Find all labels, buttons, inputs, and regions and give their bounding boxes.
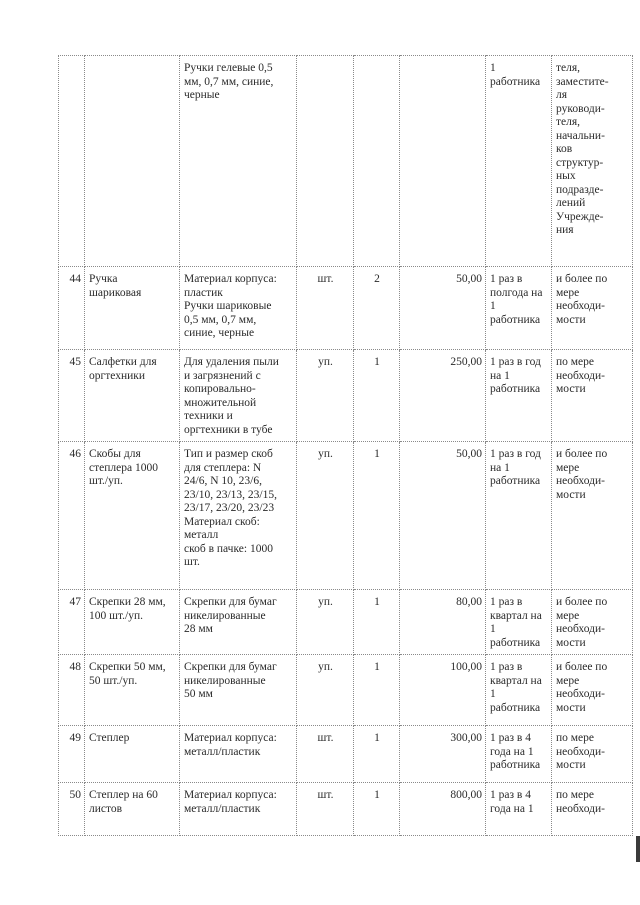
frequency-cell (486, 267, 552, 350)
cell-line: работника (490, 475, 541, 487)
cell-line: скоб в пачке: 1000 (184, 542, 273, 555)
cell-line: структур- (556, 156, 604, 169)
cell-line: 23/10, 23/13, 23/15, (184, 488, 277, 501)
cell-text: уп. (318, 661, 333, 673)
cell-line: 23/17, 23/20, 23/23 (184, 502, 275, 514)
cell-line: необходи- (556, 745, 605, 758)
cell-line: мм, 0,7 мм, синие, (184, 75, 274, 88)
item-name-cell (85, 590, 180, 655)
price-cell (400, 726, 486, 783)
cell-line: листов (89, 802, 123, 815)
price-cell (400, 56, 486, 267)
cell-text: 1 (374, 596, 380, 608)
cell-line: оргтехники (89, 369, 145, 382)
cell-line: мости (556, 701, 586, 714)
cell-line: на 1 (490, 461, 510, 474)
cell-line: Скрепки 28 мм, (89, 596, 166, 608)
cell-line: 28 мм (184, 623, 213, 635)
cell-line: и более по (556, 596, 608, 608)
item-name-cell (85, 267, 180, 350)
item-name-cell (85, 783, 180, 836)
unit-cell (297, 350, 354, 442)
cell-line: шариковая (89, 286, 142, 299)
quantity-cell (354, 56, 400, 267)
table-row (59, 267, 633, 350)
cell-line: ков (556, 143, 573, 155)
cell-line: металл/пластик (184, 745, 261, 758)
row-number-cell (59, 267, 85, 350)
item-description-cell (180, 350, 297, 442)
cell-text: шт. (317, 789, 334, 801)
cell-text: 100,00 (450, 661, 482, 673)
cell-line: 1 раз в год (490, 356, 541, 368)
frequency-cell (486, 350, 552, 442)
price-cell (400, 590, 486, 655)
cell-line: мости (556, 313, 586, 326)
cell-line: по мере (556, 789, 595, 801)
table-body (59, 56, 633, 836)
cell-text: 2 (374, 273, 380, 285)
cell-line: необходи- (556, 802, 605, 815)
cell-line: мере (556, 674, 580, 687)
cell-text: 46 (69, 448, 81, 460)
cell-line: Ручка (89, 273, 118, 285)
cell-text: 250,00 (450, 356, 482, 368)
cell-text: 45 (69, 356, 81, 368)
cell-text: 50,00 (456, 273, 482, 285)
cell-text: 44 (69, 273, 81, 285)
cell-line: ния (556, 224, 574, 236)
page-edge-mark (636, 836, 640, 862)
cell-line: 1 (490, 62, 496, 74)
price-cell (400, 655, 486, 726)
cell-line: техники и (184, 410, 233, 422)
cell-line: никелированные (184, 674, 266, 687)
table-row (59, 783, 633, 836)
cell-line: заместите- (556, 75, 609, 88)
cell-line: 24/6, N 10, 23/6, (184, 475, 262, 487)
cell-text: уп. (318, 448, 333, 460)
cell-line: мости (556, 759, 586, 771)
cell-line: года на 1 (490, 802, 534, 815)
note-cell (552, 726, 633, 783)
item-description-cell (180, 783, 297, 836)
table-row (59, 442, 633, 590)
cell-line: шт. (184, 556, 200, 568)
row-number-cell (59, 655, 85, 726)
cell-line: работника (490, 759, 541, 771)
cell-text: 48 (69, 661, 81, 673)
cell-line: 1 раз в (490, 273, 523, 285)
unit-cell (297, 590, 354, 655)
cell-line: Ручки гелевые 0,5 (184, 62, 273, 74)
cell-line: Скобы для (89, 448, 141, 460)
item-description-cell (180, 590, 297, 655)
cell-line: Материал корпуса: (184, 273, 277, 285)
cell-line: Скрепки для бумаг (184, 661, 277, 673)
cell-line: необходи- (556, 369, 605, 382)
cell-line: 1 раз в (490, 596, 523, 608)
cell-line: работника (490, 383, 541, 395)
cell-line: ных (556, 170, 576, 182)
cell-line: необходи- (556, 475, 605, 487)
cell-line: Салфетки для (89, 356, 157, 368)
cell-line: 1 (490, 688, 496, 700)
cell-text: уп. (318, 356, 333, 368)
cell-line: копировально- (184, 383, 256, 395)
quantity-cell (354, 726, 400, 783)
cell-line: руководи- (556, 102, 605, 115)
cell-text: 800,00 (450, 789, 482, 801)
cell-line: подразде- (556, 183, 604, 196)
frequency-cell (486, 655, 552, 726)
cell-line: мости (556, 488, 586, 501)
note-cell (552, 655, 633, 726)
cell-line: необходи- (556, 688, 605, 700)
cell-line: 1 раз в год (490, 448, 541, 460)
cell-line: Для удаления пыли (184, 356, 279, 368)
cell-line: по мере (556, 732, 595, 744)
cell-text: 47 (69, 596, 81, 608)
cell-line: черные (184, 89, 220, 101)
row-number-cell (59, 783, 85, 836)
table-row (59, 726, 633, 783)
cell-line: и более по (556, 273, 608, 285)
frequency-cell (486, 590, 552, 655)
item-description-cell (180, 442, 297, 590)
cell-line: 1 раз в 4 (490, 789, 531, 801)
note-cell (552, 267, 633, 350)
item-name-cell (85, 350, 180, 442)
cell-line: Материал скоб: (184, 515, 260, 528)
cell-line: никелированные (184, 609, 266, 622)
cell-line: работника (490, 75, 541, 88)
cell-text: 49 (69, 732, 81, 744)
cell-line: 1 (490, 300, 496, 312)
cell-line: мости (556, 383, 586, 395)
cell-line: мере (556, 461, 580, 474)
cell-line: полгода на (490, 286, 543, 299)
cell-line: работника (490, 701, 541, 714)
item-description-cell (180, 267, 297, 350)
row-number-cell (59, 350, 85, 442)
cell-line: 1 раз в 4 (490, 732, 531, 744)
cell-text: 1 (374, 789, 380, 801)
frequency-cell (486, 726, 552, 783)
cell-line: года на 1 (490, 745, 534, 758)
cell-line: и загрязнений с (184, 369, 261, 382)
cell-line: квартал на (490, 609, 542, 622)
quantity-cell (354, 350, 400, 442)
cell-text: шт. (317, 732, 334, 744)
cell-line: необходи- (556, 623, 605, 635)
cell-line: теля, (556, 116, 581, 128)
cell-line: металл/пластик (184, 802, 261, 815)
cell-line: ля (556, 89, 568, 101)
item-name-cell (85, 655, 180, 726)
unit-cell (297, 655, 354, 726)
frequency-cell (486, 783, 552, 836)
cell-line: лений (556, 197, 586, 209)
cell-line: Материал корпуса: (184, 789, 277, 801)
item-description-cell (180, 726, 297, 783)
note-cell (552, 783, 633, 836)
price-cell (400, 783, 486, 836)
cell-line: пластик (184, 286, 223, 299)
cell-line: мости (556, 636, 586, 649)
cell-line: Материал корпуса: (184, 732, 277, 744)
cell-line: и более по (556, 661, 608, 673)
quantity-cell (354, 783, 400, 836)
cell-text: 1 (374, 356, 380, 368)
cell-line: 50 мм (184, 688, 213, 700)
cell-line: металл (184, 529, 219, 541)
cell-line: работника (490, 313, 541, 326)
cell-line: начальни- (556, 129, 605, 142)
table-row (59, 56, 633, 267)
quantity-cell (354, 442, 400, 590)
cell-line: Учрежде- (556, 210, 604, 223)
cell-line: синие, черные (184, 327, 255, 339)
price-cell (400, 350, 486, 442)
cell-line: Ручки шариковые (184, 300, 272, 312)
cell-text: 50 (69, 789, 81, 801)
cell-line: степлера 1000 (89, 461, 158, 474)
cell-line: Степлер (89, 732, 130, 744)
price-cell (400, 267, 486, 350)
note-cell (552, 442, 633, 590)
cell-line: работника (490, 636, 541, 649)
row-number-cell (59, 56, 85, 267)
note-cell (552, 590, 633, 655)
unit-cell (297, 783, 354, 836)
cell-line: множительной (184, 396, 257, 409)
cell-text: 1 (374, 448, 380, 460)
note-cell (552, 56, 633, 267)
quantity-cell (354, 590, 400, 655)
unit-cell (297, 267, 354, 350)
cell-text: 1 (374, 732, 380, 744)
cell-line: 100 шт./уп. (89, 609, 143, 622)
cell-line: на 1 (490, 369, 510, 382)
cell-text: 80,00 (456, 596, 482, 608)
cell-line: теля, (556, 62, 581, 74)
cell-line: 1 раз в (490, 661, 523, 673)
item-name-cell (85, 56, 180, 267)
price-cell (400, 442, 486, 590)
row-number-cell (59, 590, 85, 655)
cell-line: для степлера: N (184, 461, 262, 474)
table-row (59, 590, 633, 655)
row-number-cell (59, 442, 85, 590)
supplies-table (58, 55, 633, 836)
unit-cell (297, 442, 354, 590)
cell-line: мере (556, 286, 580, 299)
cell-line: Степлер на 60 (89, 789, 158, 801)
table-row (59, 655, 633, 726)
cell-line: оргтехники в тубе (184, 423, 273, 436)
cell-line: 0,5 мм, 0,7 мм, (184, 313, 257, 326)
item-description-cell (180, 655, 297, 726)
cell-text: уп. (318, 596, 333, 608)
item-name-cell (85, 726, 180, 783)
cell-line: и более по (556, 448, 608, 460)
cell-line: квартал на (490, 674, 542, 687)
unit-cell (297, 56, 354, 267)
item-description-cell (180, 56, 297, 267)
cell-line: 50 шт./уп. (89, 674, 138, 687)
frequency-cell (486, 56, 552, 267)
cell-line: Скрепки для бумаг (184, 596, 277, 608)
cell-text: 1 (374, 661, 380, 673)
quantity-cell (354, 655, 400, 726)
frequency-cell (486, 442, 552, 590)
cell-line: 1 (490, 623, 496, 635)
cell-line: необходи- (556, 300, 605, 312)
cell-line: Тип и размер скоб (184, 448, 273, 460)
cell-text: 50,00 (456, 448, 482, 460)
cell-text: шт. (317, 273, 334, 285)
unit-cell (297, 726, 354, 783)
cell-line: по мере (556, 356, 595, 368)
cell-line: мере (556, 609, 580, 622)
item-name-cell (85, 442, 180, 590)
cell-line: шт./уп. (89, 475, 123, 487)
cell-text: 300,00 (450, 732, 482, 744)
table-row (59, 350, 633, 442)
row-number-cell (59, 726, 85, 783)
note-cell (552, 350, 633, 442)
cell-line: Скрепки 50 мм, (89, 661, 166, 673)
quantity-cell (354, 267, 400, 350)
